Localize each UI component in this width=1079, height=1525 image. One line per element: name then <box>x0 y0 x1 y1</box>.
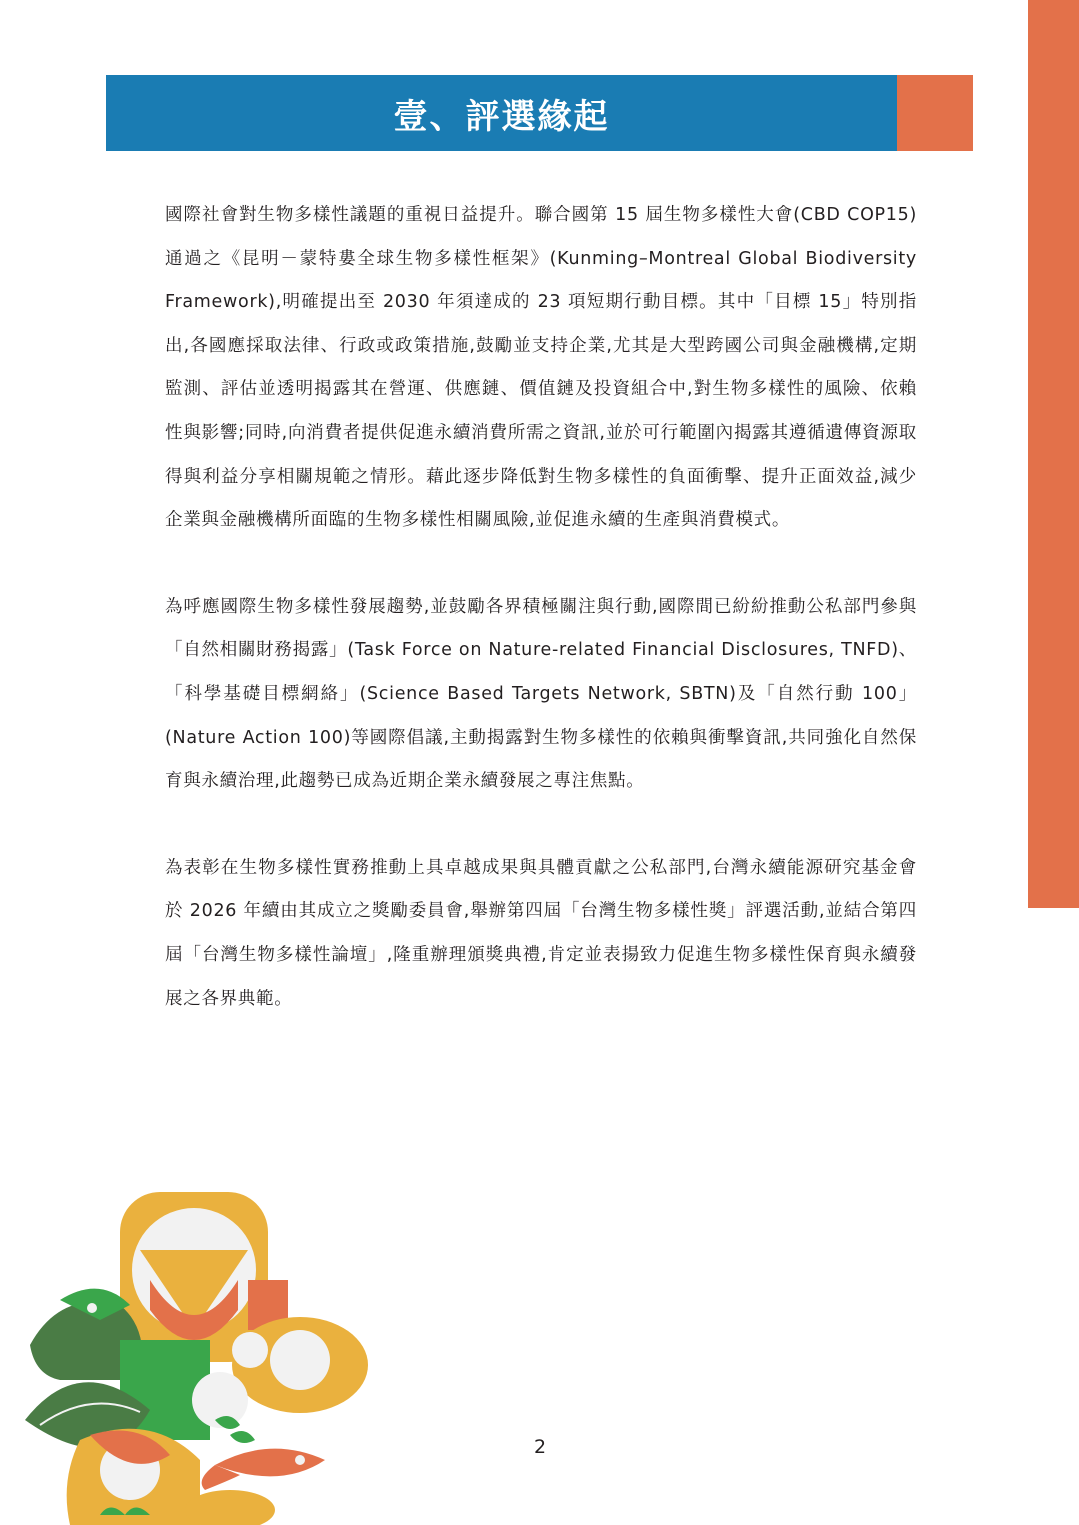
page-number: 2 <box>533 1436 547 1458</box>
paragraph-3: 為表彰在生物多樣性實務推動上具卓越成果與具體貢獻之公私部門,台灣永續能源研究基金會於 2026 年續由其成立之獎勵委員會,舉辦第四屆「台灣生物多樣性獎」評選活動,並結合第四屆「台灣生物多樣性論壇」,隆重辦理頒獎典禮,肯定並表揚致力促進生物多樣性保育與永續發展之各界典範。 <box>165 857 917 1009</box>
biodiversity-illustration <box>0 1180 380 1525</box>
paragraph-1: 國際社會對生物多樣性議題的重視日益提升。聯合國第 15 屆生物多樣性大會(CBD COP15)通過之《昆明－蒙特婁全球生物多樣性框架》(Kunming–Montreal Global Biodiversity Framework),明確提出至 2030 年須達成的 23 項短期行動目標。其中「目標 15」特別指出,各國應採取法律、行政或政策措施,鼓勵並支持企業,尤其是大型跨國公司與金融機構,定期監測、評估並透明揭露其在營運、供應鏈、價值鏈及投資組合中,對生物多樣性的風險、依賴性與影響;同時,向消費者提供促進永續消費所需之資訊,並於可行範圍內揭露其遵循遺傳資源取得與利益分享相關規範之情形。藉此逐步降低對生物多樣性的負面衝擊、提升正面效益,減少企業與金融機構所面臨的生物多樣性相關風險,並促進永續的生產與消費模式。 <box>165 205 917 531</box>
body-text <box>165 194 917 1064</box>
side-decoration-bar <box>1028 0 1079 908</box>
header-accent-block <box>897 75 973 151</box>
section-header <box>106 75 897 151</box>
paragraph-2: 為呼應國際生物多樣性發展趨勢,並鼓勵各界積極關注與行動,國際間已紛紛推動公私部門參與「自然相關財務揭露」(Task Force on Nature-related Financial Disclosures, TNFD)、「科學基礎目標網絡」(Science Based Targets Network, SBTN)及「自然行動 100」(Nature Action 100)等國際倡議,主動揭露對生物多樣性的依賴與衝擊資訊,共同強化自然保育與永續治理,此趨勢已成為近期企業永續發展之專注焦點。 <box>165 596 917 792</box>
page-title: 壹、評選緣起 <box>393 96 610 137</box>
